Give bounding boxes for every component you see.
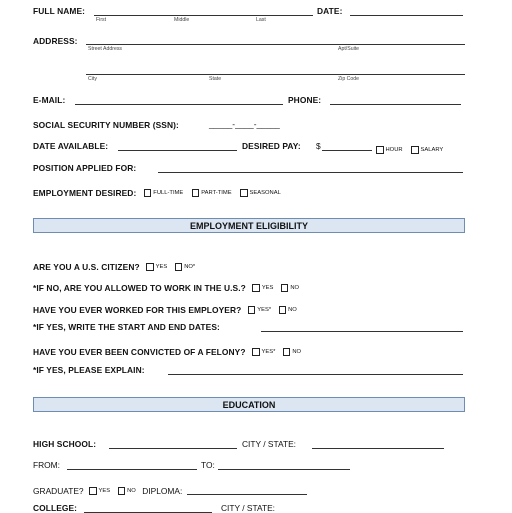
employment-desired-label: EMPLOYMENT DESIRED: (33, 187, 137, 198)
salary-checkbox[interactable] (411, 146, 419, 154)
allowed-yes-checkbox[interactable] (252, 284, 260, 292)
dates-question: *IF YES, WRITE THE START AND END DATES: (33, 322, 220, 332)
street-sublabel: Street Address (88, 46, 123, 52)
address-label: ADDRESS: (33, 36, 78, 46)
position-field[interactable] (158, 172, 463, 173)
felony-yes-checkbox[interactable] (252, 348, 260, 356)
worked-yes-checkbox[interactable] (248, 306, 256, 314)
graduate-yes-label: YES (98, 487, 111, 494)
allowed-question: *IF NO, ARE YOU ALLOWED TO WORK IN THE U.S.? (33, 282, 246, 293)
from-field[interactable] (67, 469, 197, 470)
zip-sublabel: Zip Code (338, 76, 360, 82)
felony-yes-label: YES* (261, 348, 276, 355)
dates-field[interactable] (261, 331, 463, 332)
last-sublabel: Last (256, 17, 266, 23)
allowed-yes-label: YES (261, 284, 274, 291)
college-label: COLLEGE: (33, 503, 78, 513)
first-sublabel: First (96, 17, 107, 23)
position-label: POSITION APPLIED FOR: (33, 163, 137, 173)
street-address-field[interactable] (86, 44, 465, 45)
fulltime-option-label: FULL-TIME (153, 189, 184, 196)
full-name-field[interactable] (94, 15, 313, 16)
state-sublabel: State (209, 76, 222, 82)
phone-label: PHONE: (288, 95, 322, 105)
parttime-option-label: PART-TIME (201, 189, 232, 196)
graduate-yes-checkbox[interactable] (89, 487, 97, 495)
apt-sublabel: Apt/Suite (338, 46, 360, 52)
full-name-label: FULL NAME: (33, 6, 86, 16)
felony-no-checkbox[interactable] (283, 348, 291, 356)
salary-option-label: SALARY (420, 146, 444, 153)
graduate-no-label: NO (127, 487, 136, 494)
worked-no-checkbox[interactable] (279, 306, 287, 314)
middle-sublabel: Middle (174, 17, 190, 23)
allowed-no-label: NO (290, 284, 300, 291)
felony-question: HAVE YOU EVER BEEN CONVICTED OF A FELONY? (33, 346, 246, 357)
graduate-no-checkbox[interactable] (118, 487, 126, 495)
citizen-yes-label: YES (155, 263, 168, 270)
worked-yes-label: YES* (257, 306, 272, 313)
hour-checkbox[interactable] (376, 146, 384, 154)
phone-field[interactable] (330, 104, 461, 105)
explain-question: *IF YES, PLEASE EXPLAIN: (33, 365, 145, 375)
college-city-state-label: CITY / STATE: (221, 503, 275, 513)
hs-city-state-label: CITY / STATE: (242, 439, 296, 449)
citizen-yes-checkbox[interactable] (146, 263, 154, 271)
diploma-field[interactable] (187, 487, 307, 495)
from-label: FROM: (33, 460, 60, 470)
seasonal-checkbox[interactable] (240, 189, 248, 197)
fulltime-checkbox[interactable] (144, 189, 152, 197)
parttime-checkbox[interactable] (192, 189, 200, 197)
education-section-header: EDUCATION (33, 397, 465, 412)
date-available-field[interactable] (118, 150, 237, 151)
graduate-label: GRADUATE? (33, 485, 84, 496)
citizen-no-checkbox[interactable] (175, 263, 183, 271)
date-field[interactable] (350, 15, 463, 16)
to-field[interactable] (218, 469, 350, 470)
high-school-field[interactable] (109, 448, 237, 449)
ssn-field[interactable]: _____-____-_____ (209, 119, 280, 129)
felony-no-label: NO (292, 348, 302, 355)
email-label: E-MAIL: (33, 95, 66, 105)
diploma-label: DIPLOMA: (142, 485, 183, 496)
desired-pay-label: DESIRED PAY: (242, 141, 301, 151)
citizen-no-label: NO* (184, 263, 196, 270)
to-label: TO: (201, 460, 215, 470)
ssn-label: SOCIAL SECURITY NUMBER (SSN): (33, 120, 179, 130)
eligibility-section-header: EMPLOYMENT ELIGIBILITY (33, 218, 465, 233)
currency-symbol: $ (316, 141, 321, 151)
email-field[interactable] (75, 104, 283, 105)
date-available-label: DATE AVAILABLE: (33, 141, 109, 151)
worked-no-label: NO (288, 306, 297, 313)
city-sublabel: City (88, 76, 97, 82)
high-school-label: HIGH SCHOOL: (33, 439, 97, 449)
seasonal-option-label: SEASONAL (249, 189, 281, 196)
explain-field[interactable] (168, 374, 463, 375)
city-state-zip-field[interactable] (86, 74, 465, 75)
hour-option-label: HOUR (385, 146, 403, 153)
allowed-no-checkbox[interactable] (281, 284, 289, 292)
date-label: DATE: (317, 6, 343, 16)
hs-city-state-field[interactable] (312, 448, 444, 449)
citizen-question: ARE YOU A U.S. CITIZEN? (33, 261, 140, 272)
worked-question: HAVE YOU EVER WORKED FOR THIS EMPLOYER? (33, 304, 242, 315)
desired-pay-field[interactable] (322, 150, 372, 151)
